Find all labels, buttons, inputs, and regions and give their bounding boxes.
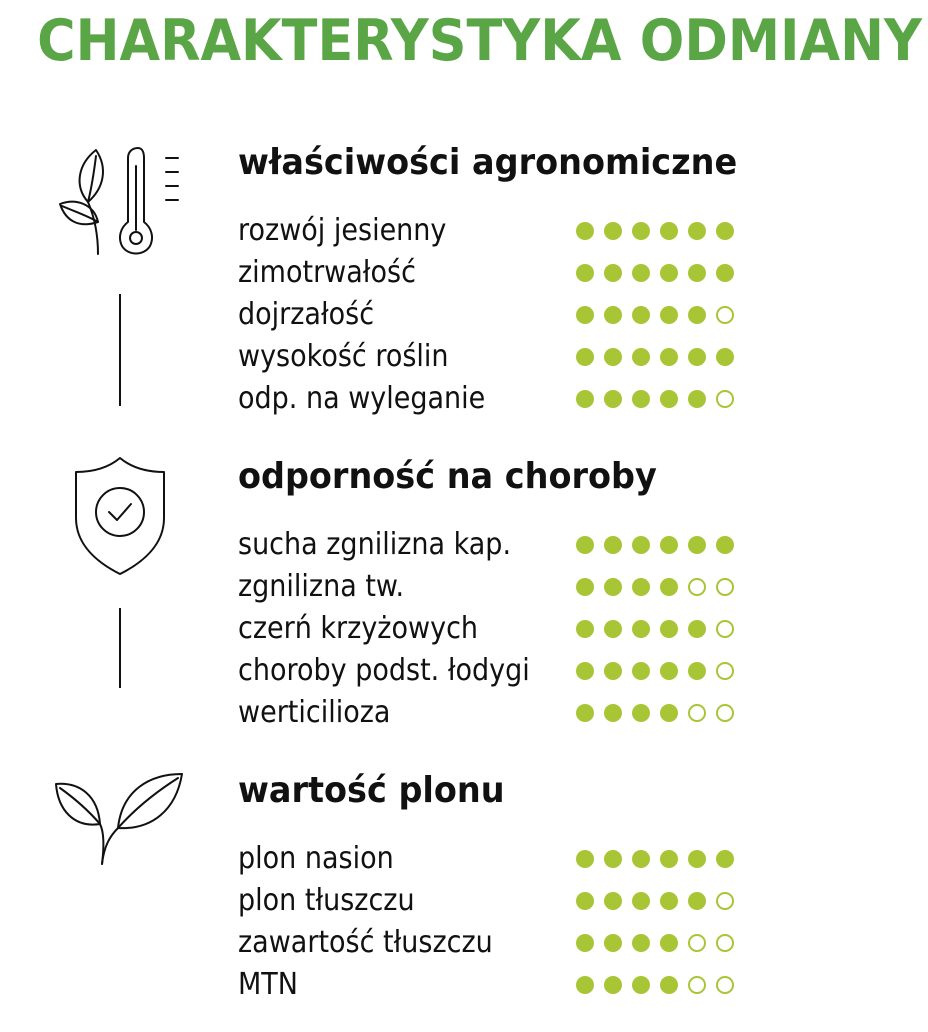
rating-row <box>238 964 758 1006</box>
rating-dot-filled <box>688 390 706 408</box>
rating-dot-filled <box>604 976 622 994</box>
rating-dot-filled <box>660 536 678 554</box>
rating-label: sucha zgnilizna kap. <box>238 527 512 562</box>
rating-dot-filled <box>660 348 678 366</box>
rating-row <box>238 378 758 420</box>
rating-dot-filled <box>660 662 678 680</box>
rating-row <box>238 252 758 294</box>
rating-dot-filled <box>604 536 622 554</box>
rating-dot-filled <box>576 264 594 282</box>
rating-row <box>238 922 758 964</box>
rating-dot-filled <box>660 390 678 408</box>
rating-dot-empty <box>716 306 734 324</box>
rating-dot-filled <box>716 222 734 240</box>
rating-label: rozwój jesienny <box>238 213 447 248</box>
rating-dot-empty <box>716 934 734 952</box>
rating-row <box>238 650 758 692</box>
rating-dot-filled <box>688 850 706 868</box>
plant-thermometer-icon <box>56 142 186 267</box>
rating-row <box>238 608 758 650</box>
rating-dot-filled <box>604 306 622 324</box>
rating-dot-filled <box>604 662 622 680</box>
rating-label: plon tłuszczu <box>238 883 415 918</box>
rating-dot-filled <box>576 222 594 240</box>
rating-dots <box>576 892 734 910</box>
rating-dot-filled <box>688 620 706 638</box>
rating-dot-filled <box>576 390 594 408</box>
rating-label: werticilioza <box>238 695 391 730</box>
rating-label: wysokość roślin <box>238 339 449 374</box>
rating-dot-filled <box>604 850 622 868</box>
shield-check-icon <box>72 456 168 583</box>
rating-dots <box>576 348 734 366</box>
rating-row <box>238 566 758 608</box>
rating-dot-filled <box>632 704 650 722</box>
rating-dot-filled <box>660 892 678 910</box>
rating-dot-filled <box>604 892 622 910</box>
rating-row <box>238 336 758 378</box>
rating-dot-filled <box>660 222 678 240</box>
rating-dot-filled <box>716 536 734 554</box>
rating-dots <box>576 578 734 596</box>
rating-dot-filled <box>688 536 706 554</box>
rating-dot-filled <box>576 620 594 638</box>
rating-dot-filled <box>604 264 622 282</box>
section-divider <box>119 294 121 406</box>
rating-label: zimotrwałość <box>238 255 416 290</box>
section-title: wartość plonu <box>238 770 505 811</box>
rating-dot-filled <box>688 662 706 680</box>
rating-dot-filled <box>576 892 594 910</box>
rating-list <box>238 838 758 1006</box>
rating-dots <box>576 306 734 324</box>
rating-dot-filled <box>576 704 594 722</box>
rating-dot-empty <box>716 620 734 638</box>
rating-dot-filled <box>632 934 650 952</box>
rating-dot-filled <box>632 892 650 910</box>
section-title: odporność na choroby <box>238 456 657 497</box>
rating-dot-filled <box>632 264 650 282</box>
rating-dot-filled <box>716 850 734 868</box>
rating-row <box>238 210 758 252</box>
section-agronomic <box>0 142 928 422</box>
rating-row <box>238 294 758 336</box>
rating-dot-empty <box>716 390 734 408</box>
rating-row <box>238 692 758 734</box>
rating-dot-filled <box>576 348 594 366</box>
rating-dot-filled <box>688 222 706 240</box>
rating-dot-filled <box>660 620 678 638</box>
rating-dots <box>576 536 734 554</box>
rating-dot-filled <box>632 578 650 596</box>
rating-dot-empty <box>688 578 706 596</box>
rating-row <box>238 880 758 922</box>
section-title: właściwości agronomiczne <box>238 142 738 183</box>
rating-dot-filled <box>660 306 678 324</box>
rating-dot-filled <box>604 704 622 722</box>
rating-dot-filled <box>660 934 678 952</box>
rating-dot-filled <box>632 536 650 554</box>
rating-dot-filled <box>660 976 678 994</box>
rating-label: dojrzałość <box>238 297 375 332</box>
rating-dot-filled <box>660 264 678 282</box>
rating-label: zawartość tłuszczu <box>238 925 493 960</box>
rating-dot-empty <box>688 704 706 722</box>
rating-dot-filled <box>632 390 650 408</box>
rating-dots <box>576 976 734 994</box>
rating-dot-filled <box>632 850 650 868</box>
rating-dot-filled <box>660 704 678 722</box>
rating-dot-filled <box>632 662 650 680</box>
rating-dot-filled <box>660 578 678 596</box>
rating-dot-filled <box>604 390 622 408</box>
rating-dots <box>576 264 734 282</box>
sprout-icon <box>52 770 188 875</box>
rating-dots <box>576 934 734 952</box>
rating-dot-filled <box>660 850 678 868</box>
rating-dot-filled <box>604 222 622 240</box>
rating-label: MTN <box>238 967 298 1002</box>
section-yield <box>0 770 928 1020</box>
rating-list <box>238 210 758 420</box>
rating-dot-filled <box>576 306 594 324</box>
rating-dot-filled <box>632 222 650 240</box>
rating-dot-empty <box>716 976 734 994</box>
rating-dot-empty <box>688 934 706 952</box>
rating-row <box>238 838 758 880</box>
page-title: CHARAKTERYSTYKA ODMIANY <box>37 8 923 74</box>
section-disease-resistance <box>0 456 928 736</box>
rating-dot-filled <box>576 662 594 680</box>
rating-dots <box>576 390 734 408</box>
rating-dot-filled <box>688 892 706 910</box>
rating-label: odp. na wyleganie <box>238 381 486 416</box>
rating-dots <box>576 662 734 680</box>
rating-dot-filled <box>576 850 594 868</box>
rating-dot-filled <box>604 348 622 366</box>
rating-dot-filled <box>604 578 622 596</box>
rating-dot-empty <box>716 662 734 680</box>
rating-dot-filled <box>632 976 650 994</box>
rating-dot-filled <box>716 264 734 282</box>
section-divider <box>119 608 121 688</box>
rating-dots <box>576 850 734 868</box>
rating-row <box>238 524 758 566</box>
rating-dot-empty <box>716 892 734 910</box>
rating-dot-filled <box>632 620 650 638</box>
rating-dot-filled <box>632 306 650 324</box>
rating-dot-filled <box>576 976 594 994</box>
rating-dot-filled <box>576 578 594 596</box>
rating-dot-filled <box>688 264 706 282</box>
rating-list <box>238 524 758 734</box>
rating-dot-empty <box>716 578 734 596</box>
rating-label: czerń krzyżowych <box>238 611 479 646</box>
rating-label: choroby podst. łodygi <box>238 653 530 688</box>
rating-dots <box>576 620 734 638</box>
rating-dot-filled <box>576 934 594 952</box>
rating-dot-filled <box>716 348 734 366</box>
rating-dot-filled <box>632 348 650 366</box>
rating-label: plon nasion <box>238 841 394 876</box>
rating-dot-empty <box>716 704 734 722</box>
rating-dot-filled <box>604 934 622 952</box>
rating-dot-filled <box>688 306 706 324</box>
rating-dot-filled <box>688 348 706 366</box>
rating-dots <box>576 222 734 240</box>
rating-dots <box>576 704 734 722</box>
rating-dot-filled <box>604 620 622 638</box>
rating-dot-filled <box>576 536 594 554</box>
rating-label: zgnilizna tw. <box>238 569 405 604</box>
rating-dot-empty <box>688 976 706 994</box>
